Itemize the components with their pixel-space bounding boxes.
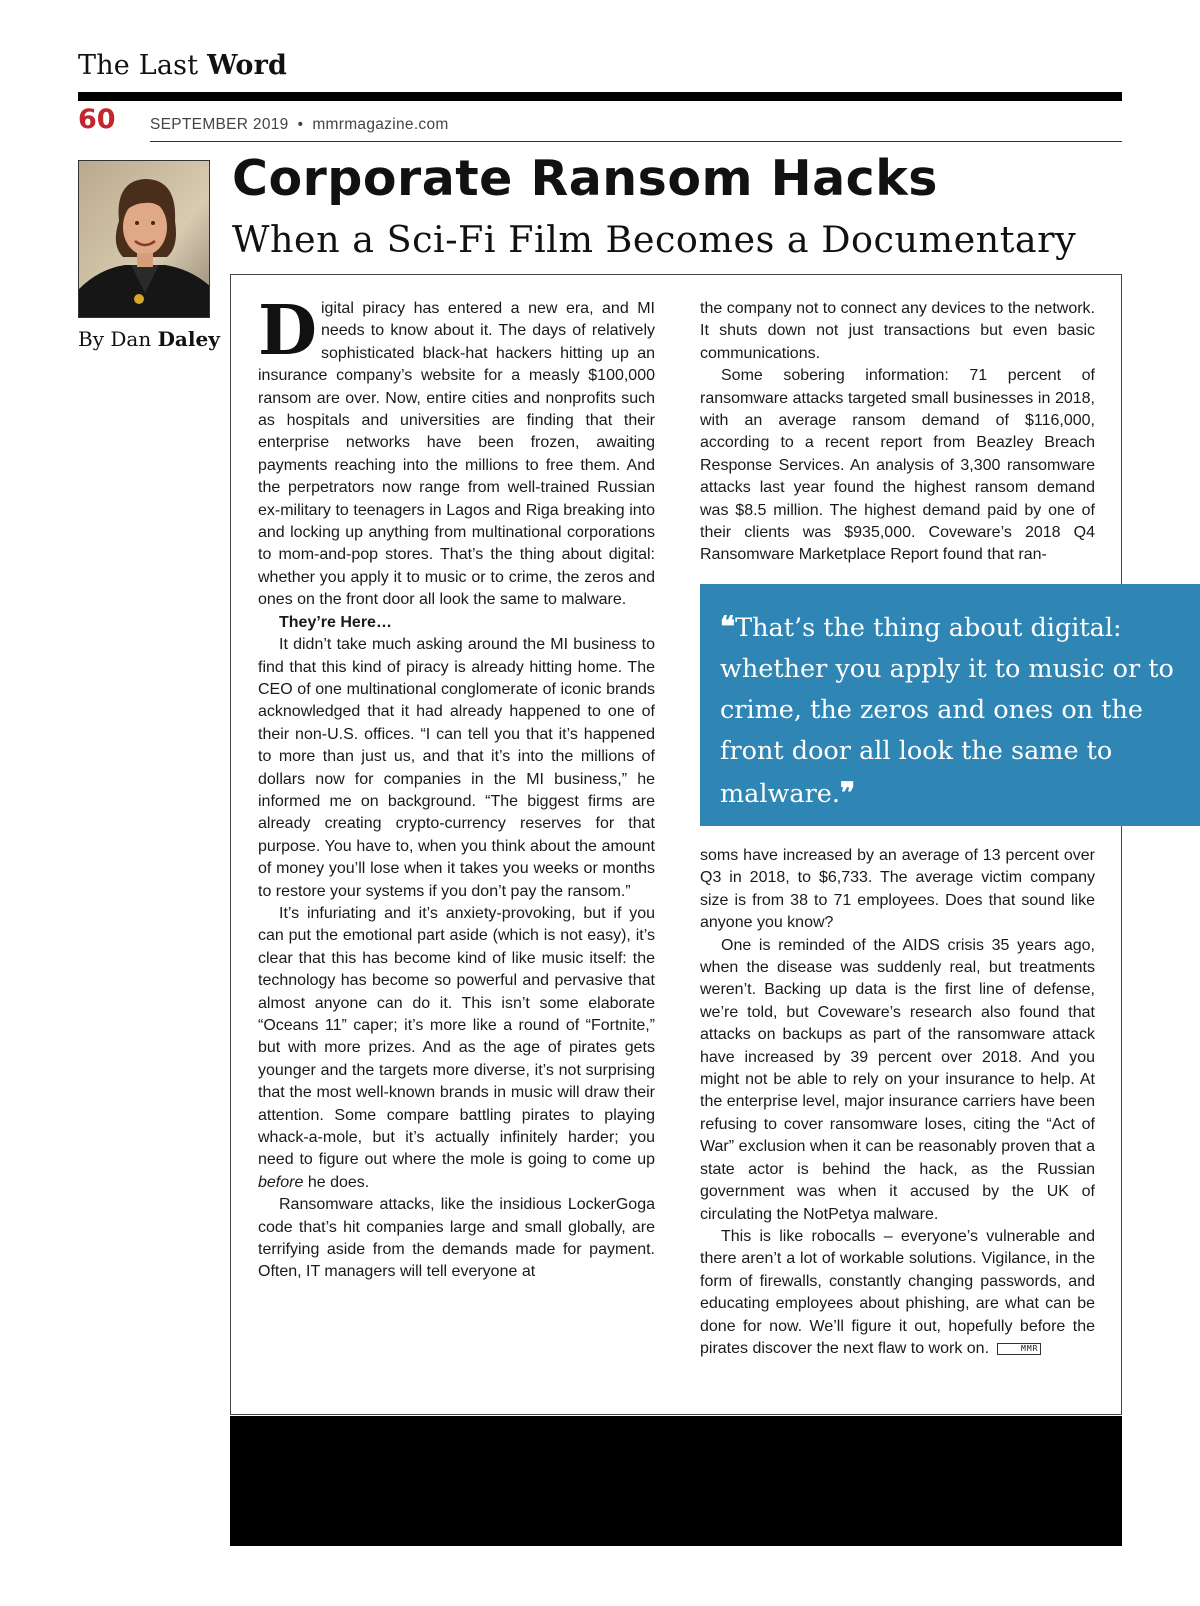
header-thin-rule (150, 141, 1122, 142)
separator-dot: • (297, 116, 304, 133)
intro-paragraph (258, 291, 655, 612)
article-headline: Corporate Ransom Hacks (232, 150, 938, 207)
article-column-left (258, 291, 655, 1284)
paragraph-5-part-a: Some sobering information: 71 percent of ransomware attacks targeted small businesses in 2018, with an average ransom demand of $116,000, according to a recent report from Beazley Breach Response Services. An analysis of 3,300 ransomware attacks last year found the highest ransom demand was $8.5 million. The highest demand paid by one of their clients was $935,000. Coveware’s 2018 Q4 Ransomware Marketplace Report found that ran- (700, 367, 1095, 564)
section-subheading: They’re Here… (279, 613, 392, 631)
paragraph-3-text-a: It’s infuriating and it’s anxiety-provoking, but if you can put the emotional part aside (which is not easy), it’s clear that this has become kind of like music itself: the technology has become so powerful and pervasive that almost anyone can do it. This isn’t some elaborate “Oceans 11” caper; it’s more like a round of “Fortnite,” but with more prizes. And as the age of pirates gets younger and the targets more diverse, it’s not surprising that the most well-known brands in music will draw their attention. Some compare battling pirates to playing whack-a-mole, but it’s actually infinitely harder; you need to figure out where the mole is going to come up (258, 904, 655, 1169)
pull-quote-text: That’s the thing about digital: whether you apply it to music or to crime, the zeros and ones on the front door all look the same to malware. (720, 613, 1174, 809)
byline (78, 327, 220, 351)
article-column-right-top (700, 298, 1095, 567)
author-portrait-illustration (79, 161, 210, 318)
footer-black-band (230, 1416, 1122, 1546)
paragraph-6: One is reminded of the AIDS crisis 35 years ago, when the disease was suddenly real, but treatments weren’t. Backing up data is the first line of defense, we’re told, but Coveware’s research also found that attacks on backups as part of the ransomware attack have increased by 39 percent over 2018. And you might not be able to rely on your insurance to help. At the enterprise level, major insurance carriers have been refusing to cover ransomware loses, citing the “Act of War” exclusion when it can be reasonably proven that a state actor is behind the hack, as the Russian government was when it accused by the UK of circulating the NotPetya malware. (700, 936, 1095, 1223)
website-link[interactable]: mmrmagazine.com (312, 116, 449, 133)
paragraph-4: Ransomware attacks, like the insidious LockerGoga code that’s hit companies large and small globally, are terrifying aside from the demands made for payment. Often, IT managers will tell everyone at (258, 1196, 655, 1281)
article-column-right-bottom (700, 845, 1095, 1360)
paragraph-3 (258, 903, 655, 1194)
top-rule (78, 92, 1122, 101)
author-photo (78, 160, 210, 318)
paragraph-2: It didn’t take much asking around the MI business to find that this kind of piracy is already hitting home. The CEO of one multinational conglomerate of iconic brands acknowledged that it had already happened to one of their non-U.S. offices. “I can tell you that it’s happened to more than just us, and that it’s into the millions of dollars now for companies in the MI business,” he informed me on background. “The biggest firms are already creating crypto-currency reserves for that purpose. You have to, when you think about the amount of money you’ll lose when it takes you weeks or months to restore your systems if you don’t pay the ransom.” (258, 636, 655, 900)
section-title (78, 50, 287, 81)
end-mark-logo: MMR (997, 1343, 1041, 1355)
paragraph-7-text: This is like robocalls – everyone’s vulnerable and there aren’t a lot of workable solutions. Vigilance, in the form of firewalls, constantly changing passwords, and educating employees about phishing, are what can be done for now. We’ll figure it out, hopefully before the pirates discover the next flaw to work on. (700, 1227, 1095, 1357)
byline-prefix: By Dan (78, 327, 158, 351)
section-title-light: The Last (78, 50, 208, 81)
article-subheadline: When a Sci-Fi Film Becomes a Documentary (232, 218, 1077, 261)
byline-surname: Daley (157, 327, 220, 351)
pull-quote (700, 584, 1200, 826)
issue-line (150, 116, 449, 134)
paragraph-5-part-b: soms have increased by an average of 13 percent over Q3 in 2018, to $6,733. The average victim company size is from 38 to 71 employees. Does that sound like anyone you know? (700, 847, 1095, 932)
drop-cap: D (258, 291, 317, 371)
page-number: 60 (78, 104, 116, 135)
issue-date: SEPTEMBER 2019 (150, 116, 289, 133)
close-quote-icon: ❞ (839, 776, 856, 809)
section-title-bold: Word (207, 50, 288, 81)
paragraph-7 (700, 1226, 1095, 1360)
intro-text: igital piracy has entered a new era, and MI needs to know about it. The days of relatively sophisticated black-hat hackers hitting up an insurance company’s website for a measly $100,000 ransom are over. Now, entire cities and nonprofits such as hospitals and universities are finding that their enterprise networks have been frozen, awaiting payments reaching into the millions to free them. And the perpetrators now range from well-trained Russian ex-military to teenagers in Lagos and Riga breaking into and locking up anything from multinational corporations to mom-and-pop stores. That’s the thing about digital: whether you apply it to music or to crime, the zeros and ones on the front door all look the same to malware. (258, 300, 655, 609)
paragraph-3-italic: before (258, 1173, 304, 1191)
open-quote-icon: ❝ (720, 610, 736, 643)
paragraph-3-text-b: he does. (303, 1173, 370, 1191)
paragraph-4-continued: the company not to connect any devices to the network. It shuts down not just transactions but even basic communications. (700, 300, 1095, 362)
